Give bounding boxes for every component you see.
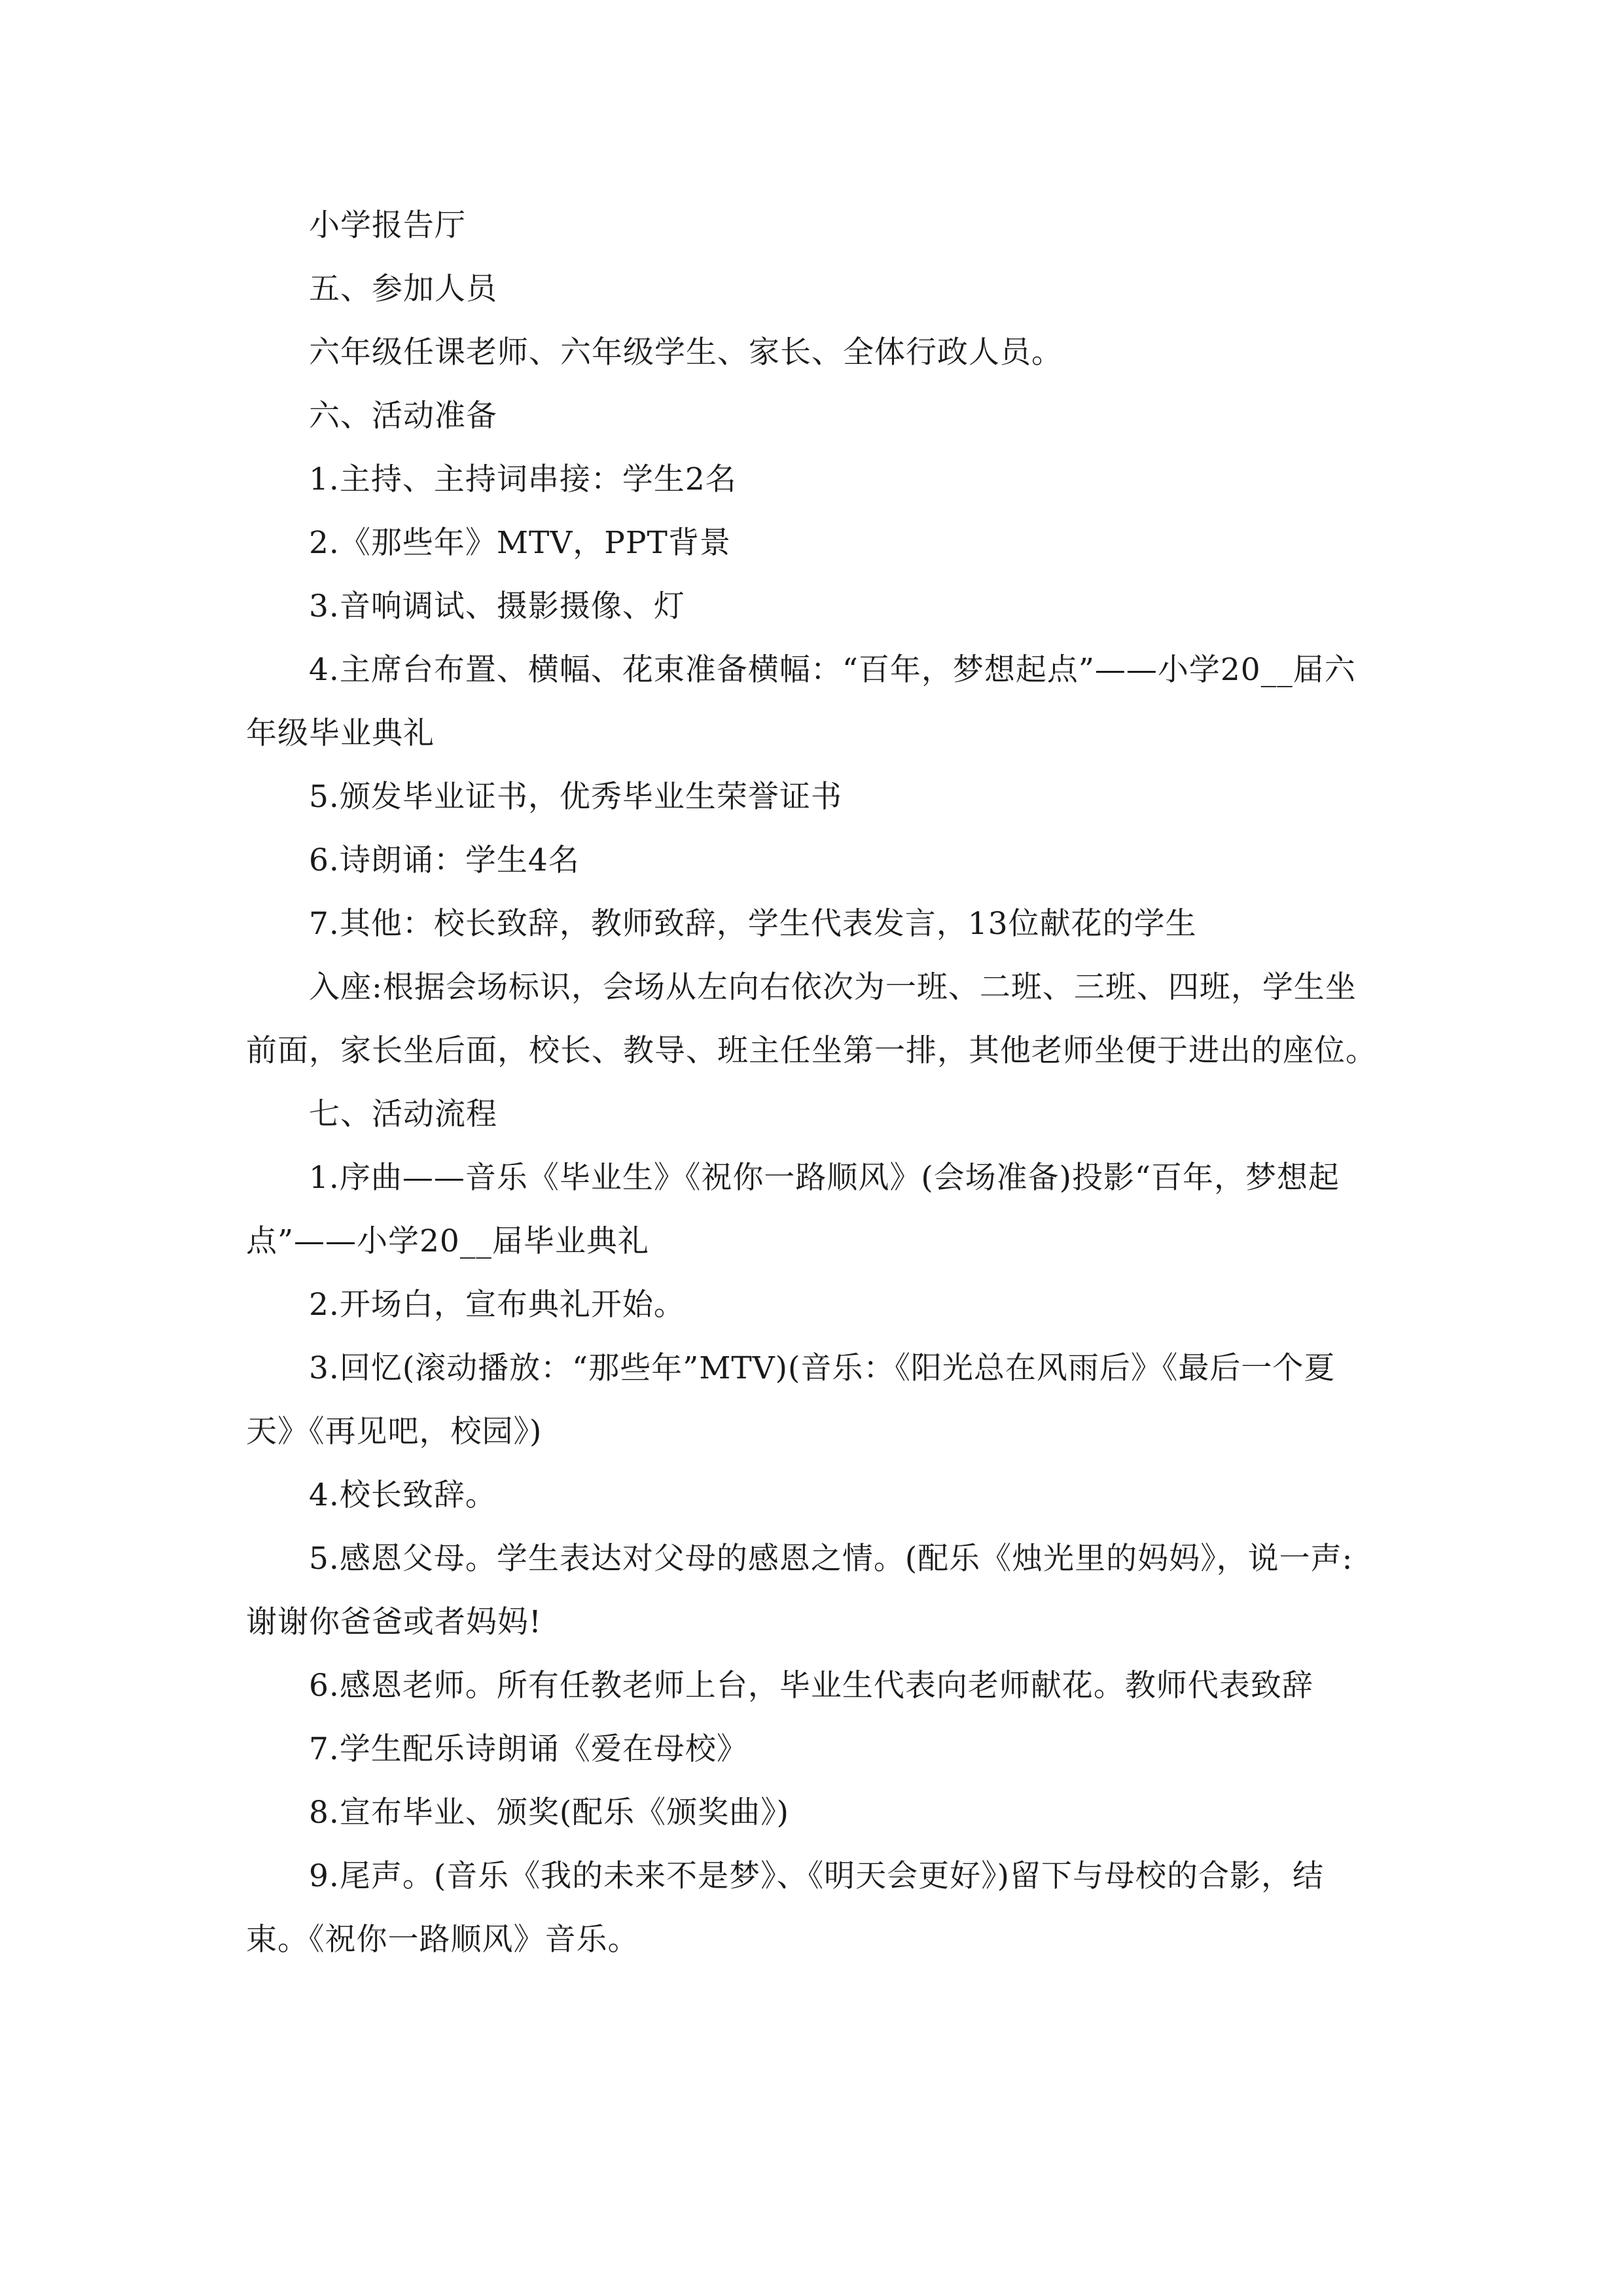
list-item-preparation-5: 5.颁发毕业证书，优秀毕业生荣誉证书 [309, 779, 842, 815]
list-item-preparation-1: 1.主持、主持词串接：学生2名 [309, 461, 737, 497]
section-heading-procedure: 七、活动流程 [309, 1096, 497, 1132]
list-item-procedure-9: 9.尾声。(音乐《我的未来不是梦》、《明天会更好》)留下与母校的合影，结束。《祝你一路顺风》音乐。 [246, 1858, 1325, 1958]
list-item-preparation-3: 3.音响调试、摄影摄像、灯 [309, 588, 685, 624]
list-item-preparation-2: 2.《那些年》MTV，PPT背景 [309, 525, 731, 561]
document-body [246, 194, 1382, 1971]
list-item-procedure-7: 7.学生配乐诗朗诵《爱在母校》 [309, 1731, 748, 1767]
list-item-preparation-7: 7.其他：校长致辞，教师致辞，学生代表发言，13位献花的学生 [309, 906, 1197, 942]
list-item-procedure-2: 2.开场白，宣布典礼开始。 [309, 1287, 685, 1323]
list-item-procedure-5: 5.感恩父母。学生表达对父母的感恩之情。(配乐《烛光里的妈妈》，说一声:谢谢你爸爸或者妈妈! [246, 1541, 1353, 1640]
list-item-preparation-6: 6.诗朗诵：学生4名 [309, 842, 580, 878]
list-item-procedure-1: 1.序曲——音乐《毕业生》《祝你一路顺风》(会场准备)投影“百年，梦想起点”——小学20__届毕业典礼 [246, 1160, 1340, 1259]
list-item-procedure-8: 8.宣布毕业、颁奖(配乐《颁奖曲》) [309, 1795, 790, 1831]
paragraph-seating: 入座:根据会场标识，会场从左向右依次为一班、二班、三班、四班，学生坐前面，家长坐后面，校长、教导、班主任坐第一排，其他老师坐便于进出的座位。 [246, 969, 1377, 1069]
paragraph-participants: 六年级任课老师、六年级学生、家长、全体行政人员。 [309, 334, 1063, 370]
list-item-procedure-6: 6.感恩老师。所有任教老师上台，毕业生代表向老师献花。教师代表致辞 [309, 1668, 1313, 1704]
list-item-procedure-3: 3.回忆(滚动播放：“那些年”MTV)(音乐：《阳光总在风雨后》《最后一个夏天》《再见吧，校园》) [246, 1350, 1336, 1450]
list-item-preparation-4: 4.主席台布置、横幅、花束准备横幅：“百年，梦想起点”——小学20__届六年级毕业典礼 [246, 652, 1356, 751]
section-heading-participants: 五、参加人员 [309, 271, 497, 307]
section-heading-preparation: 六、活动准备 [309, 398, 497, 434]
list-item-procedure-4: 4.校长致辞。 [309, 1477, 497, 1513]
paragraph-location: 小学报告厅 [309, 207, 466, 243]
